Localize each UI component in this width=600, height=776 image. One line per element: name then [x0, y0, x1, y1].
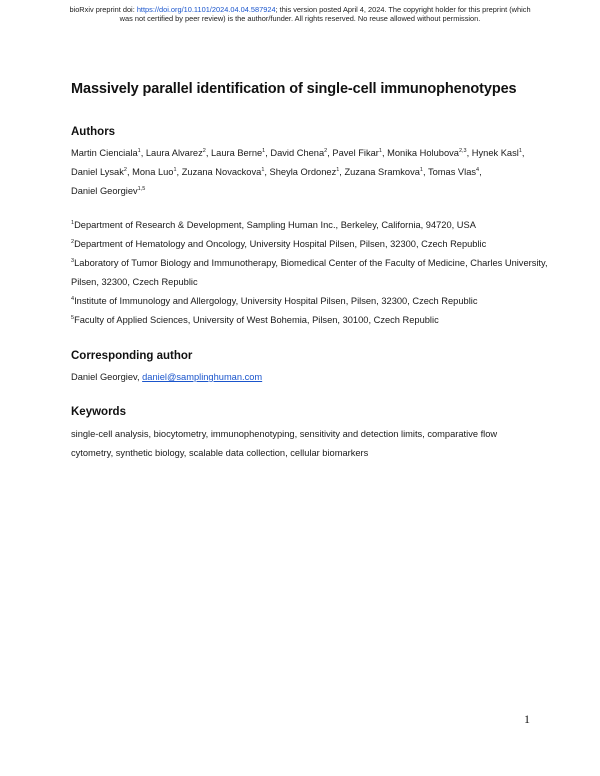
- keywords-text: single-cell analysis, biocytometry, immunophenotyping, sensitivity and detection limits, comparative flow cytometry, synthetic biology, scalable data collection, cellular biomarkers: [71, 429, 498, 458]
- affiliation-number: 3: [71, 258, 75, 264]
- author-name: Zuzana Novackova: [181, 167, 262, 177]
- affiliation-item: [71, 235, 551, 254]
- affiliation-number: 1: [71, 220, 75, 226]
- author: [428, 167, 479, 177]
- author: [146, 148, 206, 158]
- author: [387, 148, 467, 158]
- doi-link[interactable]: https://doi.org/10.1101/2024.04.04.587924: [136, 5, 276, 14]
- author-affiliation-sup: 1: [173, 167, 177, 173]
- affiliation-item: [71, 311, 551, 330]
- author-name: Mona Luo: [132, 167, 174, 177]
- author-affiliation-sup: 2: [202, 148, 206, 154]
- author-affiliation-sup: 1: [378, 148, 382, 154]
- affiliation-item: [71, 216, 551, 235]
- banner-suffix: ; this version posted April 4, 2024. The copyright holder for this preprint (which: [275, 5, 531, 14]
- corresponding-line: [71, 368, 541, 387]
- author-affiliation-sup: 2: [123, 167, 127, 173]
- author: [344, 167, 423, 177]
- affiliation-text: Faculty of Applied Sciences, University of West Bohemia, Pilsen, 30100, Czech Republic: [74, 315, 439, 325]
- banner-prefix: bioRxiv preprint doi:: [69, 5, 137, 14]
- affiliation-number: 5: [71, 315, 75, 321]
- affiliation-text: Department of Hematology and Oncology, University Hospital Pilsen, Pilsen, 32300, Czech Republic: [74, 239, 487, 249]
- author: [71, 186, 145, 196]
- corresponding-heading: Corresponding author: [71, 350, 193, 362]
- author-affiliation-sup: 4: [476, 167, 480, 173]
- author: [132, 167, 176, 177]
- author-name: Zuzana Sramkova: [344, 167, 420, 177]
- banner-line-2: was not certified by peer review) is the author/funder. All rights reserved. No reuse allowed without permission.: [119, 14, 481, 23]
- author: [182, 167, 265, 177]
- affiliation-text: Department of Research & Development, Sampling Human Inc., Berkeley, California, 94720, USA: [74, 220, 476, 230]
- author-affiliation-sup: 2: [324, 148, 328, 154]
- author: [270, 148, 327, 158]
- banner-line-1: [40, 5, 560, 14]
- page-number: 1: [524, 712, 530, 726]
- author-name: Laura Berne: [210, 148, 263, 158]
- author-name: Monika Holubova: [387, 148, 459, 158]
- author: [270, 167, 340, 177]
- author-name: David Chena: [270, 148, 325, 158]
- author: [472, 148, 522, 158]
- author-name: Pavel Fikar: [332, 148, 379, 158]
- author-affiliation-sup: 1: [419, 167, 423, 173]
- author-affiliation-sup: 2,3: [458, 148, 467, 154]
- corresponding-email[interactable]: daniel@samplinghuman.com: [142, 372, 263, 382]
- authors-list: Martin Cienciala$^1$, Laura Alvarez$^2$, Laura Berne$^1$, David Chena$^2$, Pavel Fikar$^1$, Monika Holubova$^{2,3}$, Hynek Kasl$^1$, Daniel Lysak$^2$, Mona Luo$^1$, Zuzana Novackova$^1$, Sheyla Ordonez$^1$, Zuzana Sramkova$^1$, Tomas Vlas$^4$, Daniel Georgiev$^{1,5}$: [71, 148, 525, 196]
- author-name: Martin Cienciala: [71, 148, 138, 158]
- author-name: Daniel Lysak: [71, 167, 124, 177]
- affiliation-item: [71, 254, 551, 292]
- author: [71, 148, 141, 158]
- affiliation-item: [71, 292, 551, 311]
- author-name: Tomas Vlas: [427, 167, 477, 177]
- corresponding-name: Daniel Georgiev,: [71, 372, 143, 382]
- affiliation-number: 4: [71, 296, 75, 302]
- author-affiliation-sup: 1: [261, 167, 265, 173]
- author-affiliation-sup: 1: [262, 148, 266, 154]
- author-affiliation-sup: 1: [336, 167, 340, 173]
- author-name: Sheyla Ordonez: [269, 167, 337, 177]
- affiliation-number: 2: [71, 239, 75, 245]
- authors-heading: Authors: [71, 126, 116, 138]
- affiliation-text: Laboratory of Tumor Biology and Immunotherapy, Biomedical Center of the Faculty of Medicine, Charles University, Pilsen, 32300, Czech Republic: [71, 258, 548, 287]
- keywords-heading: Keywords: [71, 406, 126, 418]
- affiliation-text: Institute of Immunology and Allergology, University Hospital Pilsen, Pilsen, 32300, Czech Republic: [74, 296, 478, 306]
- author-name: Daniel Georgiev: [71, 186, 138, 196]
- author-name: Hynek Kasl: [471, 148, 519, 158]
- author-affiliation-sup: 1: [518, 148, 522, 154]
- paper-title: Massively parallel identification of single-cell immunophenotypes: [71, 81, 517, 97]
- author: [71, 167, 127, 177]
- author: [211, 148, 265, 158]
- affiliations-list: [71, 216, 551, 330]
- author-affiliation-sup: 1: [137, 148, 141, 154]
- author-affiliation-sup: 1,5: [137, 186, 146, 192]
- preprint-banner: [40, 5, 560, 23]
- author: [332, 148, 382, 158]
- author-name: Laura Alvarez: [145, 148, 203, 158]
